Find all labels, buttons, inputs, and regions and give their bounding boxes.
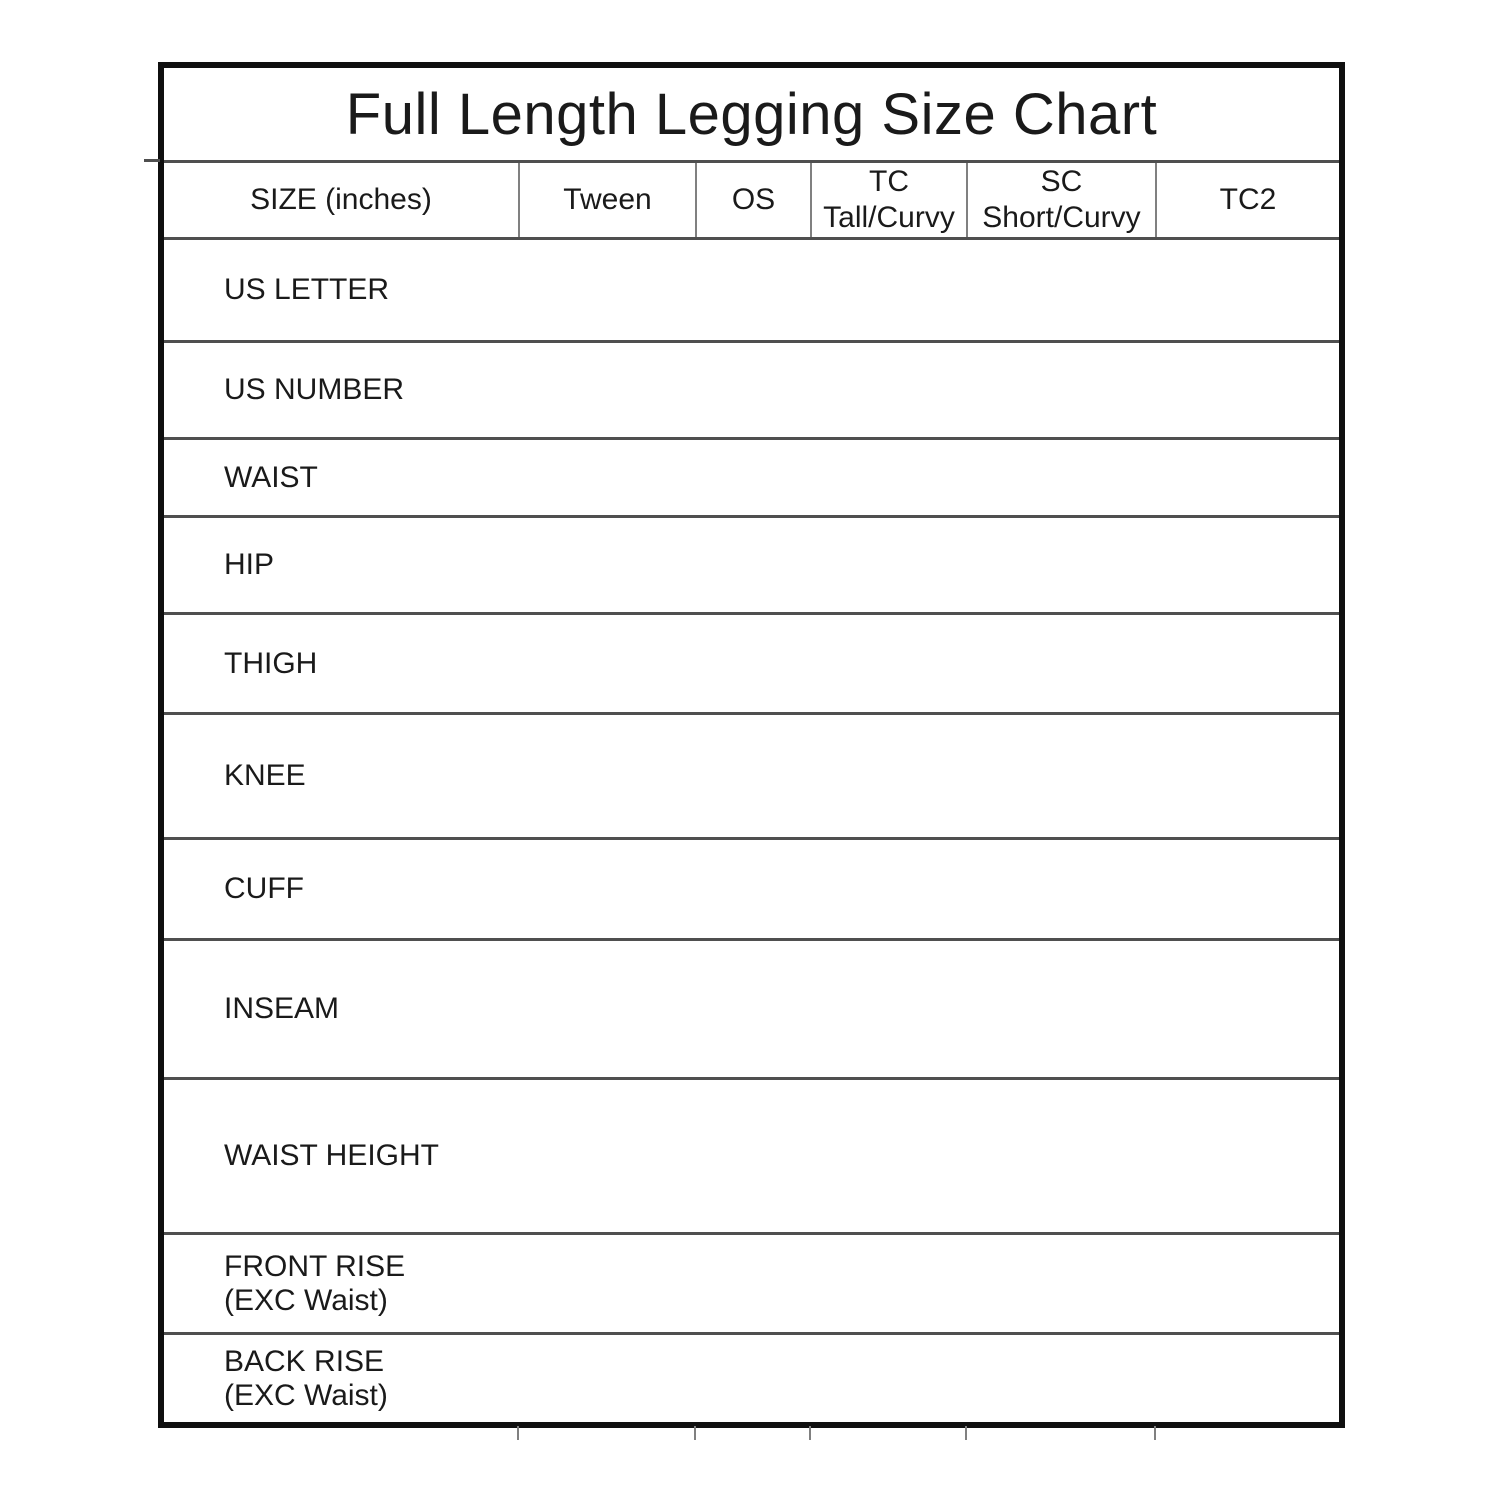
column-tick — [965, 1426, 967, 1440]
column-header-text: TC — [869, 165, 909, 198]
row-label-front-rise-exc-waist — [164, 1235, 518, 1332]
grid-line-artifact — [144, 159, 160, 162]
column-header-tc2 — [1155, 163, 1339, 237]
column-header-text: Short/Curvy — [982, 201, 1141, 234]
row-label-text: US NUMBER — [224, 373, 405, 406]
column-header-sc-short-curvy — [966, 163, 1155, 237]
row-label-us-letter — [164, 240, 518, 340]
row-label-text: BACK RISE — [224, 1344, 385, 1378]
row-label-text: CUFF — [224, 872, 304, 905]
column-header-text: SC — [1040, 165, 1083, 198]
table-row-hip — [164, 515, 1339, 612]
column-header-os — [695, 163, 810, 237]
table-row-waist — [164, 437, 1339, 515]
table-row-us-number — [164, 340, 1339, 437]
row-label-back-rise-exc-waist — [164, 1335, 518, 1422]
column-tick — [809, 1426, 811, 1440]
row-label-us-number — [164, 343, 518, 437]
row-label-waist — [164, 440, 518, 515]
table-row-us-letter — [164, 237, 1339, 340]
table-row-cuff — [164, 837, 1339, 938]
table-row-knee — [164, 712, 1339, 837]
row-label-text: US LETTER — [224, 273, 390, 306]
table-row-thigh — [164, 612, 1339, 712]
row-label-hip — [164, 518, 518, 612]
row-label-inseam — [164, 941, 518, 1077]
row-label-text: HIP — [224, 548, 275, 581]
row-label-thigh — [164, 615, 518, 712]
row-label-text: INSEAM — [224, 992, 340, 1025]
column-header-text: TC2 — [1219, 183, 1277, 216]
column-header-text: Tween — [563, 183, 652, 216]
table-grid — [164, 160, 1339, 1422]
row-label-text: KNEE — [224, 759, 306, 792]
table-header-row — [164, 160, 1339, 237]
column-header-text: Tall/Curvy — [823, 201, 955, 234]
row-label-text: (EXC Waist) — [224, 1283, 388, 1317]
size-chart-table — [158, 62, 1345, 1428]
row-label-text: WAIST HEIGHT — [224, 1139, 440, 1172]
table-row-back-rise-exc-waist — [164, 1332, 1339, 1422]
column-header-text: SIZE (inches) — [250, 183, 432, 216]
column-header-tween — [518, 163, 695, 237]
column-header-text: OS — [731, 183, 776, 216]
row-label-text: THIGH — [224, 646, 318, 680]
table-row-inseam — [164, 938, 1339, 1077]
column-tick — [1154, 1426, 1156, 1440]
row-label-text: FRONT RISE — [224, 1249, 406, 1283]
table-row-front-rise-exc-waist — [164, 1232, 1339, 1332]
column-header-size-inches — [164, 163, 518, 237]
row-label-waist-height — [164, 1080, 518, 1232]
chart-title: Full Length Legging Size Chart — [345, 81, 1158, 147]
row-label-cuff — [164, 840, 518, 938]
column-tick — [694, 1426, 696, 1440]
row-label-text: WAIST — [224, 460, 318, 494]
row-label-knee — [164, 715, 518, 837]
column-header-tc-tall-curvy — [810, 163, 966, 237]
column-tick — [517, 1426, 519, 1440]
table-row-waist-height — [164, 1077, 1339, 1232]
row-label-text: (EXC Waist) — [224, 1378, 388, 1412]
